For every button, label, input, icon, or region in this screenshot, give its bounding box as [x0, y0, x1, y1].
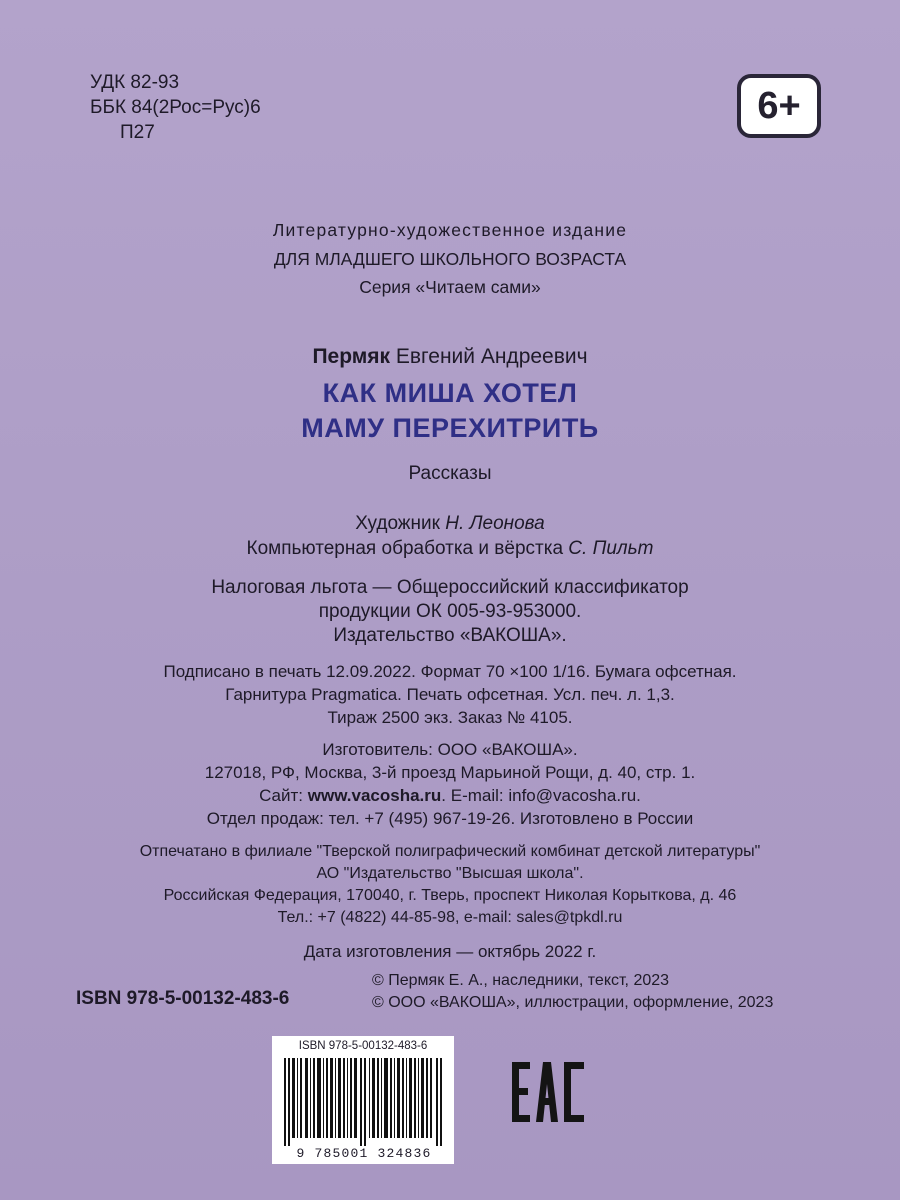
classification-codes — [90, 70, 261, 145]
copyright-text: © Пермяк Е. А., наследники, текст, 2023 — [372, 972, 670, 989]
barcode-digits: 9 785001 324836 — [296, 1146, 432, 1161]
tax-line2: продукции ОК 005-93-953000. — [318, 601, 582, 622]
barcode-bars-icon — [284, 1058, 444, 1146]
age-rating-badge: 6+ — [737, 74, 821, 138]
print-line1: Подписано в печать 12.09.2022. Формат 70 ×100 1/16. Бумага офсетная. — [163, 662, 737, 681]
artist-name: Н. Леонова — [445, 513, 545, 534]
copyright-illustrations: © ООО «ВАКОША», иллюстрации, оформление, 2023 — [372, 994, 774, 1011]
site-link: www.vacosha.ru — [307, 786, 442, 805]
printer-line1: Отпечатано в филиале "Тверской полиграфический комбинат детской литературы" — [139, 843, 761, 860]
manufacturer-contacts: Сайт: www.vacosha.ru. E-mail: info@vacosha.ru. — [259, 786, 641, 805]
isbn-number: ISBN 978-5-00132-483-6 — [76, 988, 290, 1009]
layout-credit: Компьютерная обработка и вёрстка С. Пильт — [246, 538, 654, 559]
book-title-line2: МАМУ ПЕРЕХИТРИТЬ — [301, 413, 599, 443]
udk-code: УДК 82-93 — [90, 72, 180, 93]
eac-mark-icon — [512, 1062, 584, 1122]
isbn-barcode — [272, 1036, 454, 1164]
book-genre: Рассказы — [408, 463, 492, 484]
edition-type: Литературно-художественное издание — [272, 220, 628, 240]
tax-line1: Налоговая льгота — Общероссийский классификатор — [211, 577, 689, 598]
manufacturer-line1: Изготовитель: ООО «ВАКОША». — [322, 740, 578, 759]
edition-audience: ДЛЯ МЛАДШЕГО ШКОЛЬНОГО ВОЗРАСТА — [273, 249, 627, 269]
author-line — [0, 345, 900, 369]
manufacturer-address: 127018, РФ, Москва, 3-й проезд Марьиной Рощи, д. 40, стр. 1. — [204, 763, 696, 782]
artist-credit: Художник Н. Леонова — [355, 513, 545, 534]
production-date: Дата изготовления — октябрь 2022 г. — [303, 942, 597, 961]
printer-line4: Тел.: +7 (4822) 44-85-98, e-mail: sales@tpkdl.ru — [277, 909, 623, 926]
sales-department: Отдел продаж: тел. +7 (495) 967-19-26. Изготовлено в России — [206, 809, 694, 828]
tax-line3: Издательство «ВАКОША». — [333, 625, 567, 646]
layout-name: С. Пильт — [568, 538, 654, 559]
book-title-line1: КАК МИША ХОТЕЛ — [322, 378, 578, 408]
barcode-isbn-label: ISBN 978-5-00132-483-6 — [298, 1040, 428, 1052]
author-name: Евгений Андреевич — [390, 345, 588, 368]
bbk-code: ББК 84(2Рос=Рус)6 — [90, 97, 261, 118]
printer-line2: АО "Издательство "Высшая школа". — [316, 865, 584, 882]
printer-line3: Российская Федерация, 170040, г. Тверь, проспект Николая Корыткова, д. 46 — [163, 887, 737, 904]
print-line2: Гарнитура Pragmatica. Печать офсетная. Усл. печ. л. 1,3. — [225, 685, 675, 704]
author-mark: П27 — [120, 122, 155, 143]
author-surname: Пермяк — [312, 345, 391, 368]
print-line3: Тираж 2500 экз. Заказ № 4105. — [327, 708, 573, 727]
edition-series: Серия «Читаем сами» — [359, 277, 541, 297]
